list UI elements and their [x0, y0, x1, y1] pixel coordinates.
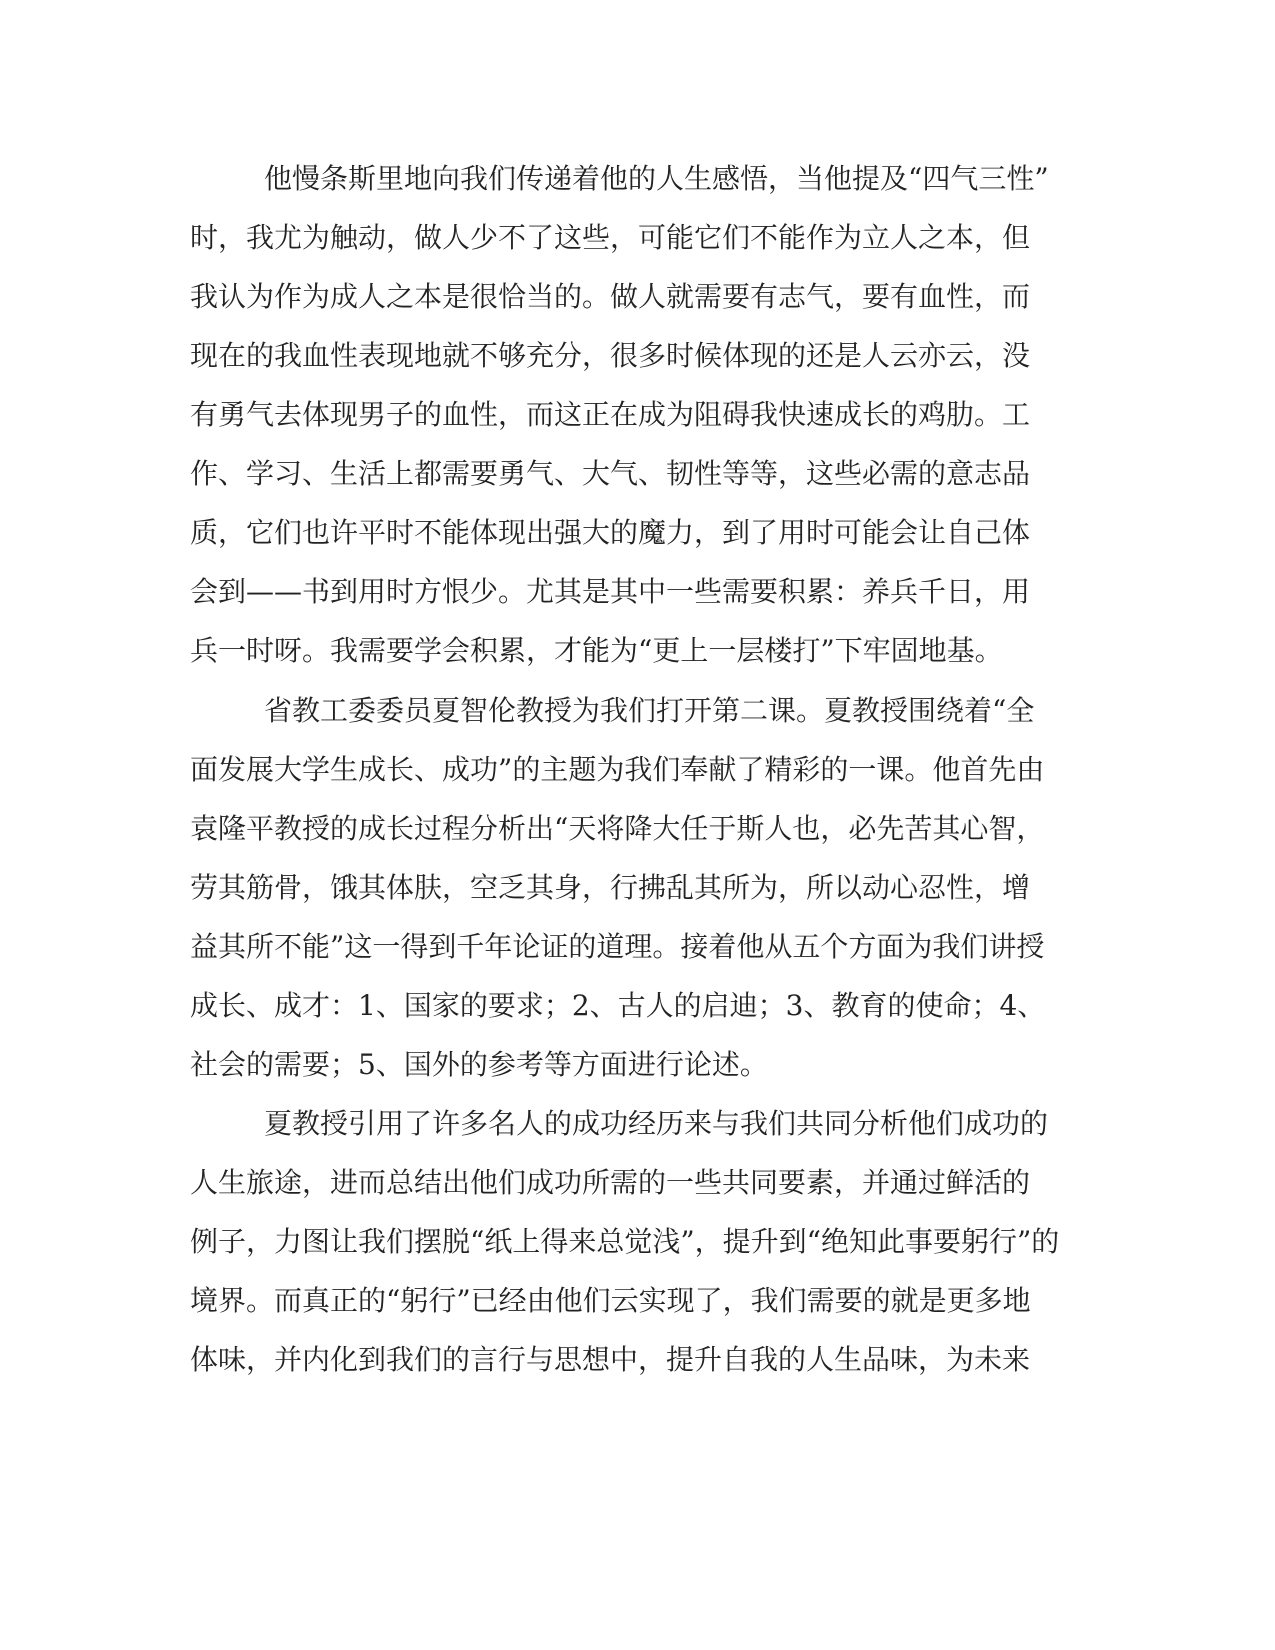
paragraph-1-line-9: 兵一时呀。我需要学会积累，才能为“更上一层楼打”下牢固地基。	[190, 634, 1003, 667]
paragraph-1-line-1: 他慢条斯里地向我们传递着他的人生感悟，当他提及“四气三性”	[264, 162, 1049, 195]
paragraph-2-line-4: 劳其筋骨，饿其体肤，空乏其身，行拂乱其所为，所以动心忍性，增	[190, 871, 1031, 904]
paragraph-1-line-8: 会到——书到用时方恨少。尤其是其中一些需要积累：养兵千日，用	[190, 575, 1031, 608]
paragraph-1-line-5: 有勇气去体现男子的血性，而这正在成为阻碍我快速成长的鸡肋。工	[190, 398, 1031, 431]
paragraph-1-line-2: 时，我尤为触动，做人少不了这些，可能它们不能作为立人之本，但	[190, 221, 1031, 254]
paragraph-3-line-3: 例子，力图让我们摆脱“纸上得来总觉浅”，提升到“绝知此事要躬行”的	[190, 1225, 1060, 1258]
paragraph-1-line-4: 现在的我血性表现地就不够充分，很多时候体现的还是人云亦云，没	[190, 339, 1031, 372]
paragraph-3-line-4: 境界。而真正的“躬行”已经由他们云实现了，我们需要的就是更多地	[190, 1284, 1031, 1317]
paragraph-3-line-1: 夏教授引用了许多名人的成功经历来与我们共同分析他们成功的	[264, 1107, 1049, 1140]
paragraph-2-line-5: 益其所不能”这一得到千年论证的道理。接着他从五个方面为我们讲授	[190, 930, 1045, 963]
paragraph-3-line-2: 人生旅途，进而总结出他们成功所需的一些共同要素，并通过鲜活的	[190, 1166, 1031, 1199]
paragraph-2-line-6: 成长、成才：1、国家的要求；2、古人的启迪；3、教育的使命；4、	[190, 989, 1046, 1022]
paragraph-2-line-2: 面发展大学生成长、成功”的主题为我们奉献了精彩的一课。他首先由	[190, 753, 1045, 786]
paragraph-1-line-6: 作、学习、生活上都需要勇气、大气、韧性等等，这些必需的意志品	[190, 457, 1031, 490]
paragraph-1-line-7: 质，它们也许平时不能体现出强大的魔力，到了用时可能会让自己体	[190, 516, 1031, 549]
paragraph-2-line-1: 省教工委委员夏智伦教授为我们打开第二课。夏教授围绕着“全	[264, 694, 1035, 727]
paragraph-3-line-5: 体味，并内化到我们的言行与思想中，提升自我的人生品味，为未来	[190, 1343, 1031, 1376]
paragraph-2-line-7: 社会的需要；5、国外的参考等方面进行论述。	[190, 1048, 768, 1081]
paragraph-2-line-3: 袁隆平教授的成长过程分析出“天将降大任于斯人也，必先苦其心智，	[190, 812, 1045, 845]
paragraph-1-line-3: 我认为作为成人之本是很恰当的。做人就需要有志气，要有血性，而	[190, 280, 1031, 313]
